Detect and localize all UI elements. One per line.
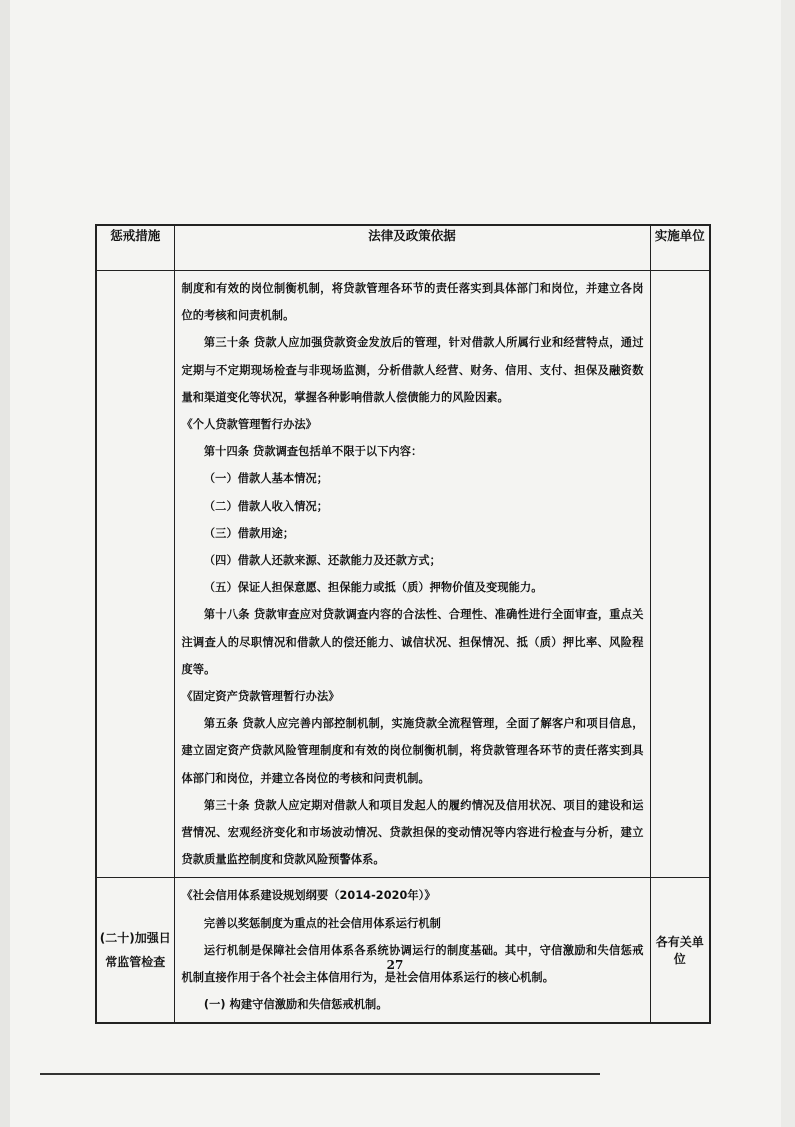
scan-left-edge: [0, 0, 10, 1127]
table-row: [96, 878, 710, 1024]
legal-text-paragraph: (一) 构建守信激励和失信惩戒机制。: [203, 998, 388, 1012]
legal-text-paragraph: （一）借款人基本情况；: [203, 472, 329, 486]
policy-table: [95, 224, 711, 1024]
legal-text-paragraph: （二）借款人收入情况；: [203, 499, 329, 513]
legal-text-paragraph: 运行机制是保障社会信用体系各系统协调运行的制度基础。其中，守信激励和失信惩戒机制直接作用于各个社会主体信用行为，是社会信用体系运行的核心机制。: [181, 943, 644, 985]
scan-artifact-line: [40, 1072, 600, 1077]
unit-cell: [650, 271, 710, 878]
table-header-row: [96, 225, 710, 271]
scan-right-edge: [781, 0, 795, 1127]
legal-text-paragraph: 第三十条 贷款人应加强贷款资金发放后的管理，针对借款人所属行业和经营特点，通过定期与不定期现场检查与非现场监测，分析借款人经营、财务、信用、支付、担保及融资数量和渠道变化等状况，掌握各种影响借款人偿债能力的风险因素。: [181, 336, 644, 404]
legal-text-paragraph: 第三十条 贷款人应定期对借款人和项目发起人的履约情况及信用状况、项目的建设和运营情况、宏观经济变化和市场波动情况、贷款担保的变动情况等内容进行检查与分析，建立贷款质量监控制度和贷款风险预警体系。: [181, 798, 644, 867]
table-row: [96, 271, 710, 878]
legal-basis-cell: [174, 271, 650, 878]
legal-text-paragraph: 完善以奖惩制度为重点的社会信用体系运行机制: [203, 916, 441, 930]
legal-text-paragraph: 《个人贷款管理暂行办法》: [181, 418, 317, 432]
legal-text-paragraph: 《固定资产贷款管理暂行办法》: [181, 690, 340, 704]
legal-text-paragraph: 第五条 贷款人应完善内部控制机制，实施贷款全流程管理，全面了解客户和项目信息，建立固定资产贷款风险管理制度和有效的岗位制衡机制，将贷款管理各环节的责任落实到具体部门和岗位，并建立各岗位的考核和问责机制。: [181, 717, 644, 785]
legal-text-paragraph: （五）保证人担保意愿、担保能力或抵（质）押物价值及变现能力。: [203, 581, 543, 595]
legal-text-paragraph: （四）借款人还款来源、还款能力及还款方式；: [203, 554, 441, 568]
measure-cell: (二十)加强日常监管检查: [96, 878, 174, 1024]
legal-text-paragraph: （三）借款用途；: [203, 526, 295, 540]
legal-basis-cell: [174, 878, 650, 1024]
header-legal-basis: 法律及政策依据: [174, 225, 650, 271]
measure-cell: [96, 271, 174, 878]
legal-text-paragraph: 第十八条 贷款审查应对贷款调查内容的合法性、合理性、准确性进行全面审查，重点关注调查人的尽职情况和借款人的偿还能力、诚信状况、担保情况、抵（质）押比率、风险程度等。: [181, 608, 644, 676]
unit-cell: 各有关单位: [650, 878, 710, 1024]
page-number: 27: [386, 958, 404, 972]
legal-text-paragraph: 第十四条 贷款调查包括单不限于以下内容：: [203, 445, 423, 459]
header-unit: 实施单位: [650, 225, 710, 271]
legal-text-paragraph: 《社会信用体系建设规划纲要（2014-2020年）》: [181, 889, 436, 903]
header-measure: 惩戒措施: [96, 225, 174, 271]
legal-text-paragraph: 制度和有效的岗位制衡机制，将贷款管理各环节的责任落实到具体部门和岗位，并建立各岗位的考核和问责机制。: [181, 282, 644, 323]
